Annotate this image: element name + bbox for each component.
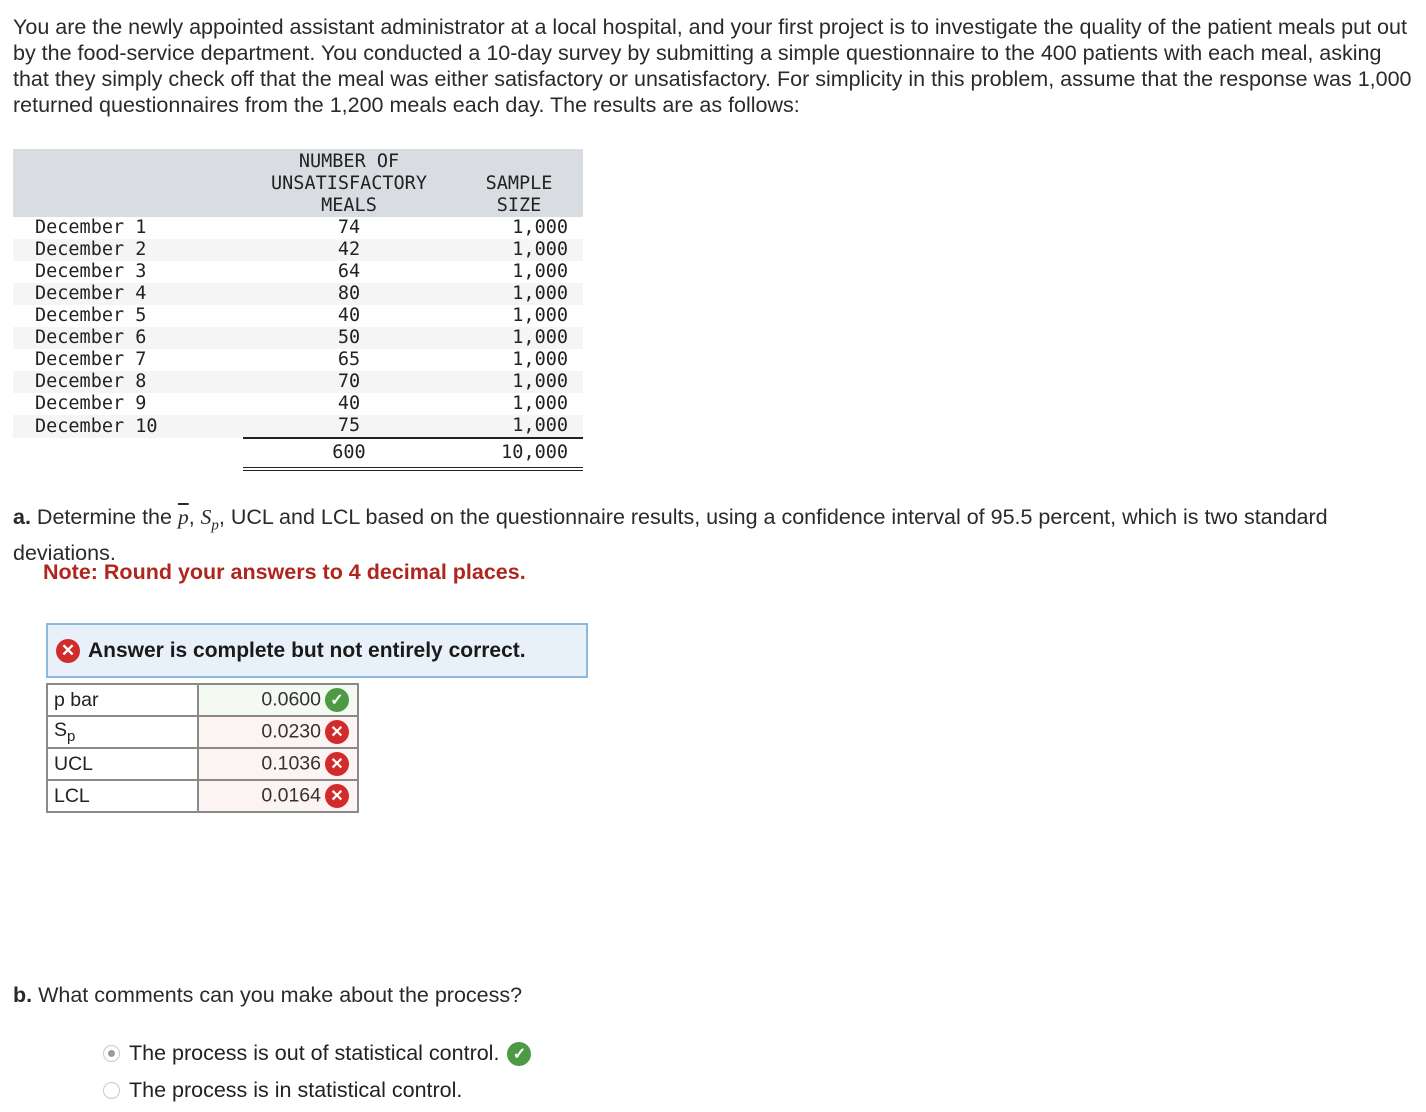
row-unsat: 74	[337, 217, 361, 238]
part-b-question	[13, 983, 522, 1008]
row-unsat: 50	[243, 327, 455, 349]
sp-main: S	[200, 505, 212, 529]
sp-sub: p	[211, 517, 219, 534]
row-size: 1,000	[512, 349, 568, 370]
x-icon: ✕	[325, 720, 349, 744]
answer-input-ucl[interactable]	[198, 748, 358, 780]
answer-feedback-banner	[46, 623, 588, 678]
row-date: December 4	[13, 283, 243, 305]
radio-unselected[interactable]	[103, 1082, 120, 1099]
row-date: December 7	[35, 349, 147, 370]
row-date: December 3	[35, 261, 147, 282]
radio-selected[interactable]	[103, 1045, 120, 1062]
row-size: 1,000	[455, 283, 583, 305]
answer-row-pbar	[47, 684, 358, 716]
sp-label-main: S	[54, 719, 68, 742]
part-a-text-pre: Determine the	[36, 505, 172, 529]
answer-row-ucl	[47, 748, 358, 780]
table-row	[13, 415, 583, 438]
row-date: December 1	[35, 217, 147, 238]
table-row	[13, 349, 583, 371]
table-row	[13, 239, 583, 261]
answer-label-sp	[47, 716, 198, 748]
header-date	[13, 149, 243, 217]
option-out-of-control[interactable]	[103, 1041, 531, 1066]
part-a-comma: ,	[188, 505, 195, 529]
check-icon: ✓	[325, 688, 349, 712]
row-size: 1,000	[455, 327, 583, 349]
part-a-question	[13, 503, 1413, 567]
answer-row-sp	[47, 716, 358, 748]
row-unsat: 42	[243, 239, 455, 261]
feedback-text: Answer is complete but not entirely correct.	[88, 638, 526, 662]
option-in-control[interactable]	[103, 1078, 462, 1103]
table-row	[13, 327, 583, 349]
row-date: December 2	[13, 239, 243, 261]
answer-value: 0.0164	[261, 784, 321, 807]
header-unsatisfactory	[243, 149, 455, 217]
table-header-row	[13, 149, 583, 217]
row-date: December 5	[35, 305, 147, 326]
row-date: December 10	[13, 415, 243, 438]
x-icon: ✕	[325, 752, 349, 776]
row-date: December 9	[35, 393, 147, 414]
part-b-letter: b.	[13, 983, 33, 1007]
row-size: 1,000	[512, 305, 568, 326]
answer-input-pbar[interactable]	[198, 684, 358, 716]
answer-input-sp[interactable]	[198, 716, 358, 748]
answer-label: UCL	[47, 748, 198, 780]
answer-table	[46, 683, 359, 813]
part-a-letter: a.	[13, 505, 31, 529]
row-size: 1,000	[455, 371, 583, 393]
table-row	[13, 217, 583, 239]
answer-value: 0.0600	[261, 688, 321, 711]
row-unsat: 70	[243, 371, 455, 393]
table-row	[13, 305, 583, 327]
row-date: December 6	[13, 327, 243, 349]
check-icon: ✓	[507, 1042, 531, 1066]
header-unsat-line3: MEALS	[321, 195, 377, 216]
answer-value: 0.0230	[261, 720, 321, 743]
total-row	[13, 438, 583, 469]
survey-table	[13, 149, 583, 471]
sp-label-sub: p	[67, 727, 76, 745]
part-b-text: What comments can you make about the process?	[38, 983, 523, 1007]
row-unsat: 64	[337, 261, 361, 282]
row-unsat: 40	[337, 305, 361, 326]
answer-label: p bar	[47, 684, 198, 716]
header-size-line2: SIZE	[496, 195, 542, 216]
answer-row-lcl	[47, 780, 358, 812]
table-row	[13, 393, 583, 415]
row-size: 1,000	[512, 217, 568, 238]
incorrect-icon: ✕	[56, 639, 80, 663]
header-size-line1: SAMPLE	[485, 173, 553, 194]
table-row	[13, 261, 583, 283]
sp-symbol	[200, 505, 219, 534]
option-text: The process is out of statistical control.	[129, 1041, 500, 1065]
header-sample-size	[455, 149, 583, 217]
option-text: The process is in statistical control.	[129, 1078, 463, 1102]
row-size: 1,000	[455, 239, 583, 261]
x-icon: ✕	[325, 784, 349, 808]
table-row	[13, 283, 583, 305]
pbar-symbol: $\overline{p}$	[177, 505, 189, 529]
total-blank	[13, 438, 243, 469]
header-unsat-line1: NUMBER OF	[298, 151, 400, 172]
row-unsat: 75	[243, 415, 455, 438]
answer-value: 0.1036	[261, 752, 321, 775]
row-unsat: 40	[337, 393, 361, 414]
total-unsat: 600	[243, 438, 455, 469]
header-unsat-line2: UNSATISFACTORY	[271, 173, 427, 194]
part-a-text-post: , UCL and LCL based on the questionnaire results, using a confidence interval of 95.5 percent, which is two standard deviations.	[13, 505, 1328, 566]
rounding-note: Note: Round your answers to 4 decimal places.	[43, 560, 526, 584]
answer-label: LCL	[47, 780, 198, 812]
answer-input-lcl[interactable]	[198, 780, 358, 812]
row-date: December 8	[13, 371, 243, 393]
total-size: 10,000	[455, 438, 583, 469]
row-unsat: 80	[243, 283, 455, 305]
row-size: 1,000	[512, 393, 568, 414]
problem-intro: You are the newly appointed assistant administrator at a local hospital, and your first project is to investigate the quality of the patient meals put out by the food-service department. You conducted a 10-day survey by submitting a simple questionnaire to the 400 patients with each meal, asking that they simply check off that the meal was either satisfactory or unsatisfactory. For simplicity in this problem, assume that the response was 1,000 returned questionnaires from the 1,200 meals each day. The results are as follows:	[13, 15, 1412, 117]
row-size: 1,000	[455, 415, 583, 438]
table-row	[13, 371, 583, 393]
row-unsat: 65	[337, 349, 361, 370]
row-size: 1,000	[512, 261, 568, 282]
